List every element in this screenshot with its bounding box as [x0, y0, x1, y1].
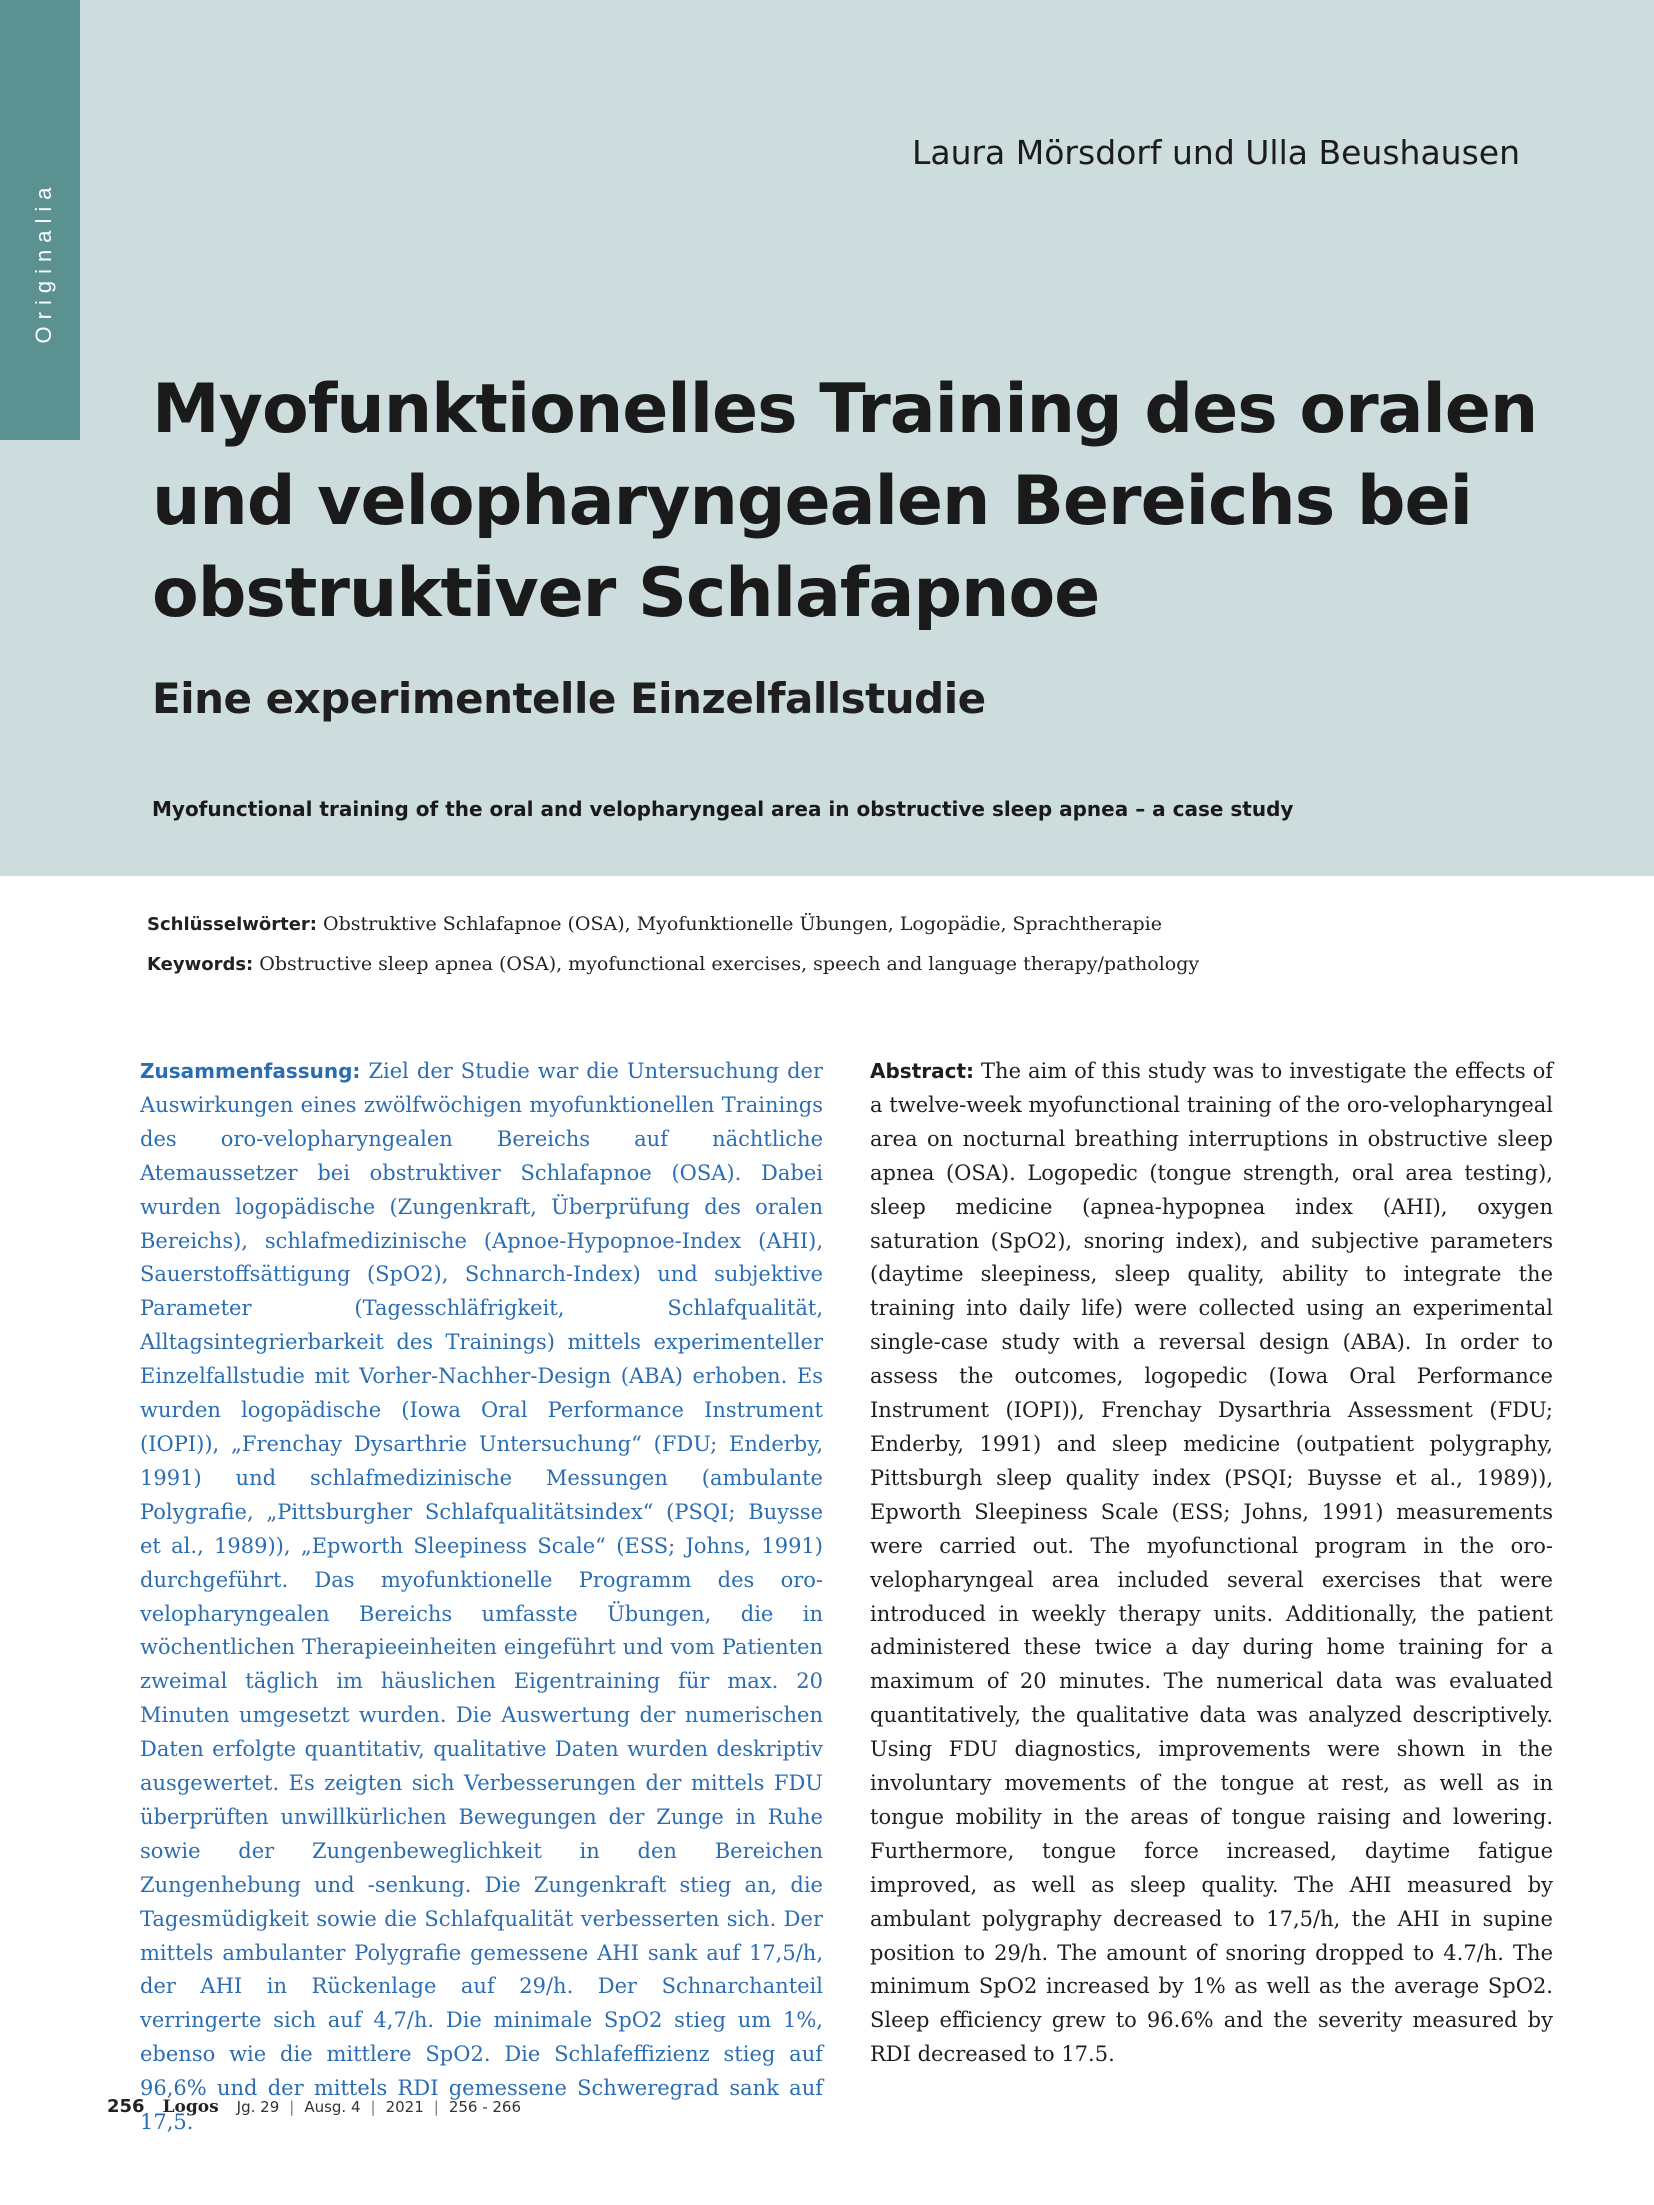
journal-name: Logos [162, 2097, 219, 2117]
page-footer [107, 2096, 521, 2117]
footer-separator: | [433, 2098, 439, 2116]
abstract-text: The aim of this study was to investigate the effects of a twelve-week myofunctional training of the oro-velopharyngeal area on nocturnal breathing interruptions in obstructive sleep apnea (OSA). Logopedic (tongue strength, oral area testing), sleep medicine (apnea-hypopnea index (AHI), oxygen saturation (SpO2), snoring index), and subjective parameters (daytime sleepiness, sleep quality, ability to integrate the training into daily life) were collected using an experimental single-case study with a reversal design (ABA). In order to assess the outcomes, logopedic (Iowa Oral Performance Instrument (IOPI)), Frenchay Dysarthria Assessment (FDU; Enderby, 1991) and sleep medicine (outpatient polygraphy, Pittsburgh sleep quality index (PSQI; Buysse et al., 1989)), Epworth Sleepiness Scale (ESS; Johns, 1991) measurements were carried out. The myofunctional program in the oro-velopharyngeal area included several exercises that were introduced in weekly therapy units. Additionally, the patient administered these twice a day during home training for a maximum of 20 minutes. The numerical data was evaluated quantitatively, the qualitative data was analyzed descriptively. Using FDU diagnostics, improvements were shown in the involuntary movements of the tongue at rest, as well as in tongue mobility in the areas of tongue raising and lowering. Furthermore, tongue force increased, daytime fatigue improved, as well as sleep quality. The AHI measured by ambulant polygraphy decreased to 17,5/h, the AHI in supine position to 29/h. The amount of snoring dropped to 4.7/h. The minimum SpO2 increased by 1% as well as the average SpO2. Sleep efficiency grew to 96.6% and the severity measured by RDI decreased to 17.5. [870, 1059, 1553, 2067]
article-subtitle: Eine experimentelle Einzelfallstudie [152, 674, 986, 723]
english-title: Myofunctional training of the oral and velopharyngeal area in obstructive sleep apnea – a case study [152, 797, 1294, 821]
keywords-english-label: Keywords: [147, 954, 254, 975]
title-line: Myofunktionelles Training des oralen [152, 370, 1538, 449]
footer-separator: | [370, 2098, 376, 2116]
title-line: obstruktiver Schlafapnoe [152, 554, 1100, 633]
authors: Laura Mörsdorf und Ulla Beushausen [911, 133, 1520, 172]
keywords-german [147, 913, 1162, 935]
journal-volume: Jg. 29 [236, 2098, 280, 2116]
keywords-german-text: Obstruktive Schlafapnoe (OSA), Myofunktionelle Übungen, Logopädie, Sprachtherapie [323, 913, 1163, 935]
page-range: 256 - 266 [448, 2098, 522, 2116]
keywords-english-text: Obstructive sleep apnea (OSA), myofunctional exercises, speech and language therapy/pathology [259, 953, 1200, 975]
zusammenfassung-text: Ziel der Studie war die Untersuchung der Auswirkungen eines zwölfwöchigen myofunktionellen Trainings des oro-velopharyngealen Bereichs auf nächtliche Atemaussetzer bei obstruktiver Schlafapnoe (OSA). Dabei wurden logopädische (Zungenkraft, Überprüfung des oralen Bereichs), schlafmedizinische (Apnoe-Hypopnoe-Index (AHI), Sauerstoffsättigung (SpO2), Schnarch-Index) und subjektive Parameter (Tagesschläfrigkeit, Schlafqualität, Alltagsintegrierbarkeit des Trainings) mittels experimenteller Einzelfallstudie mit Vorher-Nachher-Design (ABA) erhoben. Es wurden logopädische (Iowa Oral Performance Instrument (IOPI)), „Frenchay Dysarthrie Untersuchung“ (FDU; Enderby, 1991) und schlafmedizinische Messungen (ambulante Polygrafie, „Pittsburgher Schlafqualitätsindex“ (PSQI; Buysse et al., 1989)), „Epworth Sleepiness Scale“ (ESS; Johns, 1991) durchgeführt. Das myofunktionelle Programm des oro-velopharyngealen Bereichs umfasste Übungen, die in wöchentlichen Therapieeinheiten eingeführt und vom Patienten zweimal täglich im häuslichen Eigentraining für max. 20 Minuten umgesetzt wurden. Die Auswertung der numerischen Daten erfolgte quantitativ, qualitative Daten wurden deskriptiv ausgewertet. Es zeigten sich Verbesserungen der mittels FDU überprüften unwillkürlichen Bewegungen der Zunge in Ruhe sowie der Zungenbeweglichkeit in den Bereichen Zungenhebung und -senkung. Die Zungenkraft stieg an, die Tagesmüdigkeit sowie die Schlafqualität verbesserten sich. Der mittels ambulanter Polygrafie gemessene AHI sank auf 17,5/h, der AHI in Rückenlage auf 29/h. Der Schnarchanteil verringerte sich auf 4,7/h. Die minimale SpO2 stieg um 1%, ebenso wie die mittlere SpO2. Die Schlafeffizienz stieg auf 96,6% und der mittels RDI gemessene Schweregrad sank auf 17,5. [140, 1059, 823, 2135]
page-number: 256 [107, 2096, 145, 2117]
journal-issue: Ausg. 4 [304, 2098, 361, 2116]
section-label: Originalia [31, 180, 56, 344]
title-line: und velopharyngealen Bereichs bei [152, 462, 1472, 541]
keywords-english [147, 953, 1199, 975]
keywords-german-label: Schlüsselwörter: [147, 914, 317, 935]
abstract-label: Abstract: [870, 1059, 975, 1083]
zusammenfassung-label: Zusammenfassung: [140, 1059, 361, 1083]
abstract [870, 1055, 1553, 2072]
journal-year: 2021 [385, 2098, 424, 2116]
article-title [152, 364, 1552, 640]
footer-separator: | [289, 2098, 295, 2116]
zusammenfassung [140, 1055, 823, 2140]
